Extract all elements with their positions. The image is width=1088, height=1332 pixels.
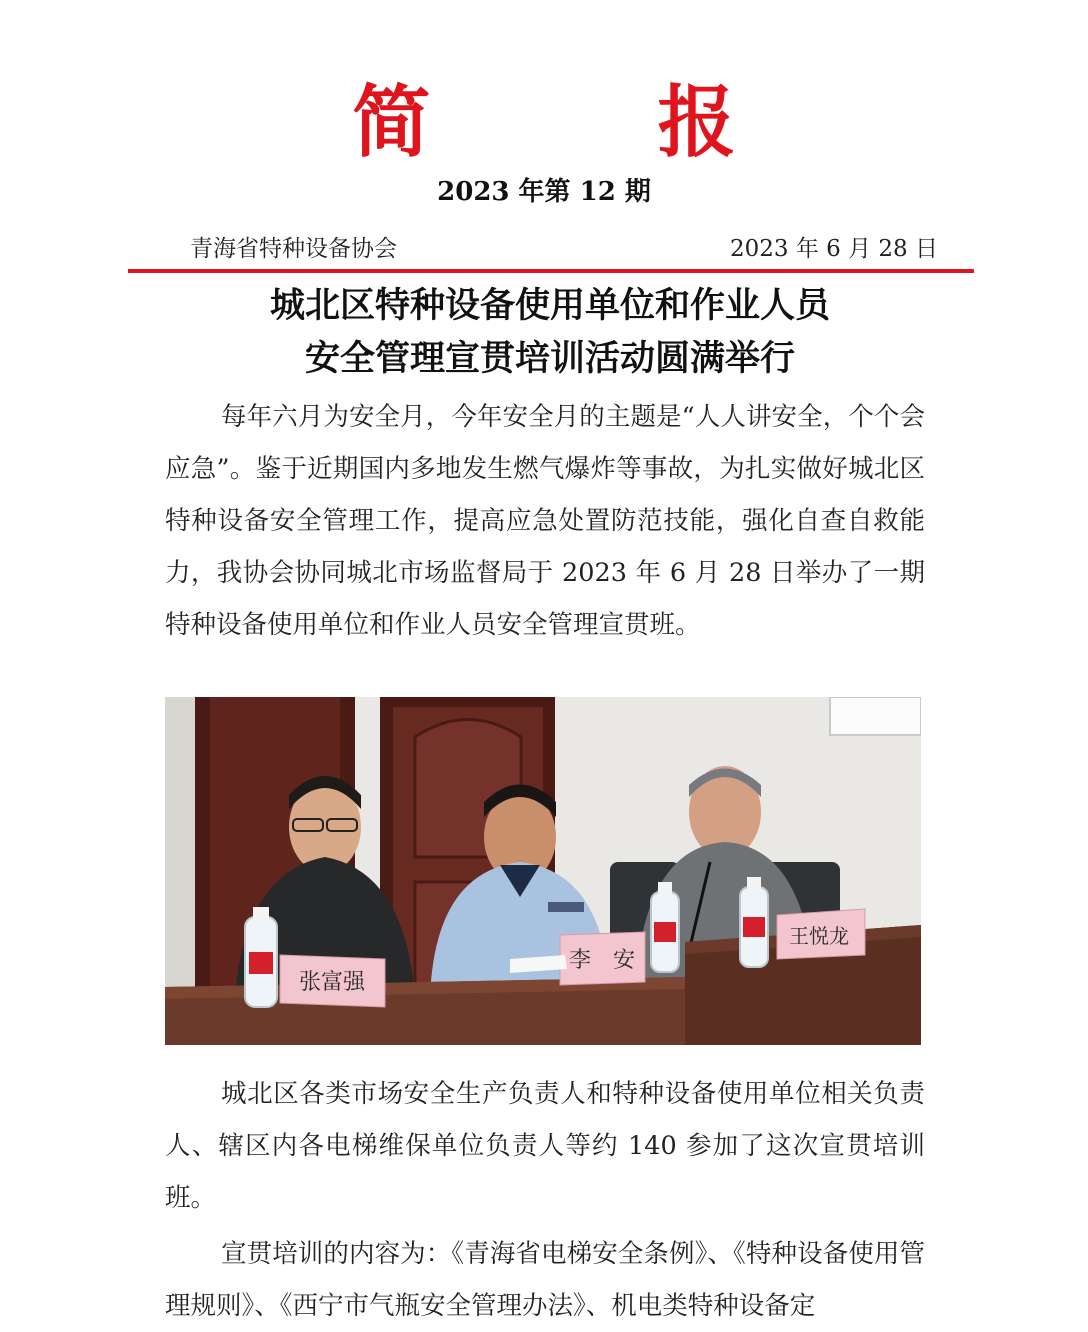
paragraph-intro: 每年六月为安全月，今年安全月的主题是“人人讲安全，个个会应急”。鉴于近期国内多地发生燃气爆炸等事故，为扎实做好城北区特种设备安全管理工作，提高应急处置防范技能，强化自查自救能力，我协会协同城北市场监督局于 2023 年 6 月 28 日举办了一期特种设备使用单位和作业人员安全管理宣贯班。 xyxy=(165,402,925,640)
publish-date: 2023 年 6 月 28 日 xyxy=(730,236,938,262)
article-headline xyxy=(130,280,970,386)
nameplate-left: 张富强 xyxy=(298,970,366,995)
paragraph-content: 宣贯培训的内容为：《青海省电梯安全条例》、《特种设备使用管理规则》、《西宁市气瓶安全管理办法》、机电类特种设备定 xyxy=(165,1239,925,1321)
nameplate-middle: 李 安 xyxy=(568,948,636,973)
red-divider-line xyxy=(128,269,974,273)
nameplate-right: 王悦龙 xyxy=(789,924,849,948)
paragraph-participants: 城北区各类市场安全生产负责人和特种设备使用单位相关负责人、辖区内各电梯维保单位负责人等约 140 参加了这次宣贯培训班。 xyxy=(165,1079,925,1213)
issue-number: 2023 年第 12 期 xyxy=(437,177,651,207)
meeting-photo-illustration xyxy=(165,697,921,1045)
meeting-photo xyxy=(165,697,921,1045)
organization-name: 青海省特种设备协会 xyxy=(190,236,397,262)
headline-line-1: 城北区特种设备使用单位和作业人员 xyxy=(269,286,830,326)
masthead-title: 简 报 xyxy=(352,78,836,168)
headline-line-2: 安全管理宣贯培训活动圆满举行 xyxy=(304,339,795,379)
